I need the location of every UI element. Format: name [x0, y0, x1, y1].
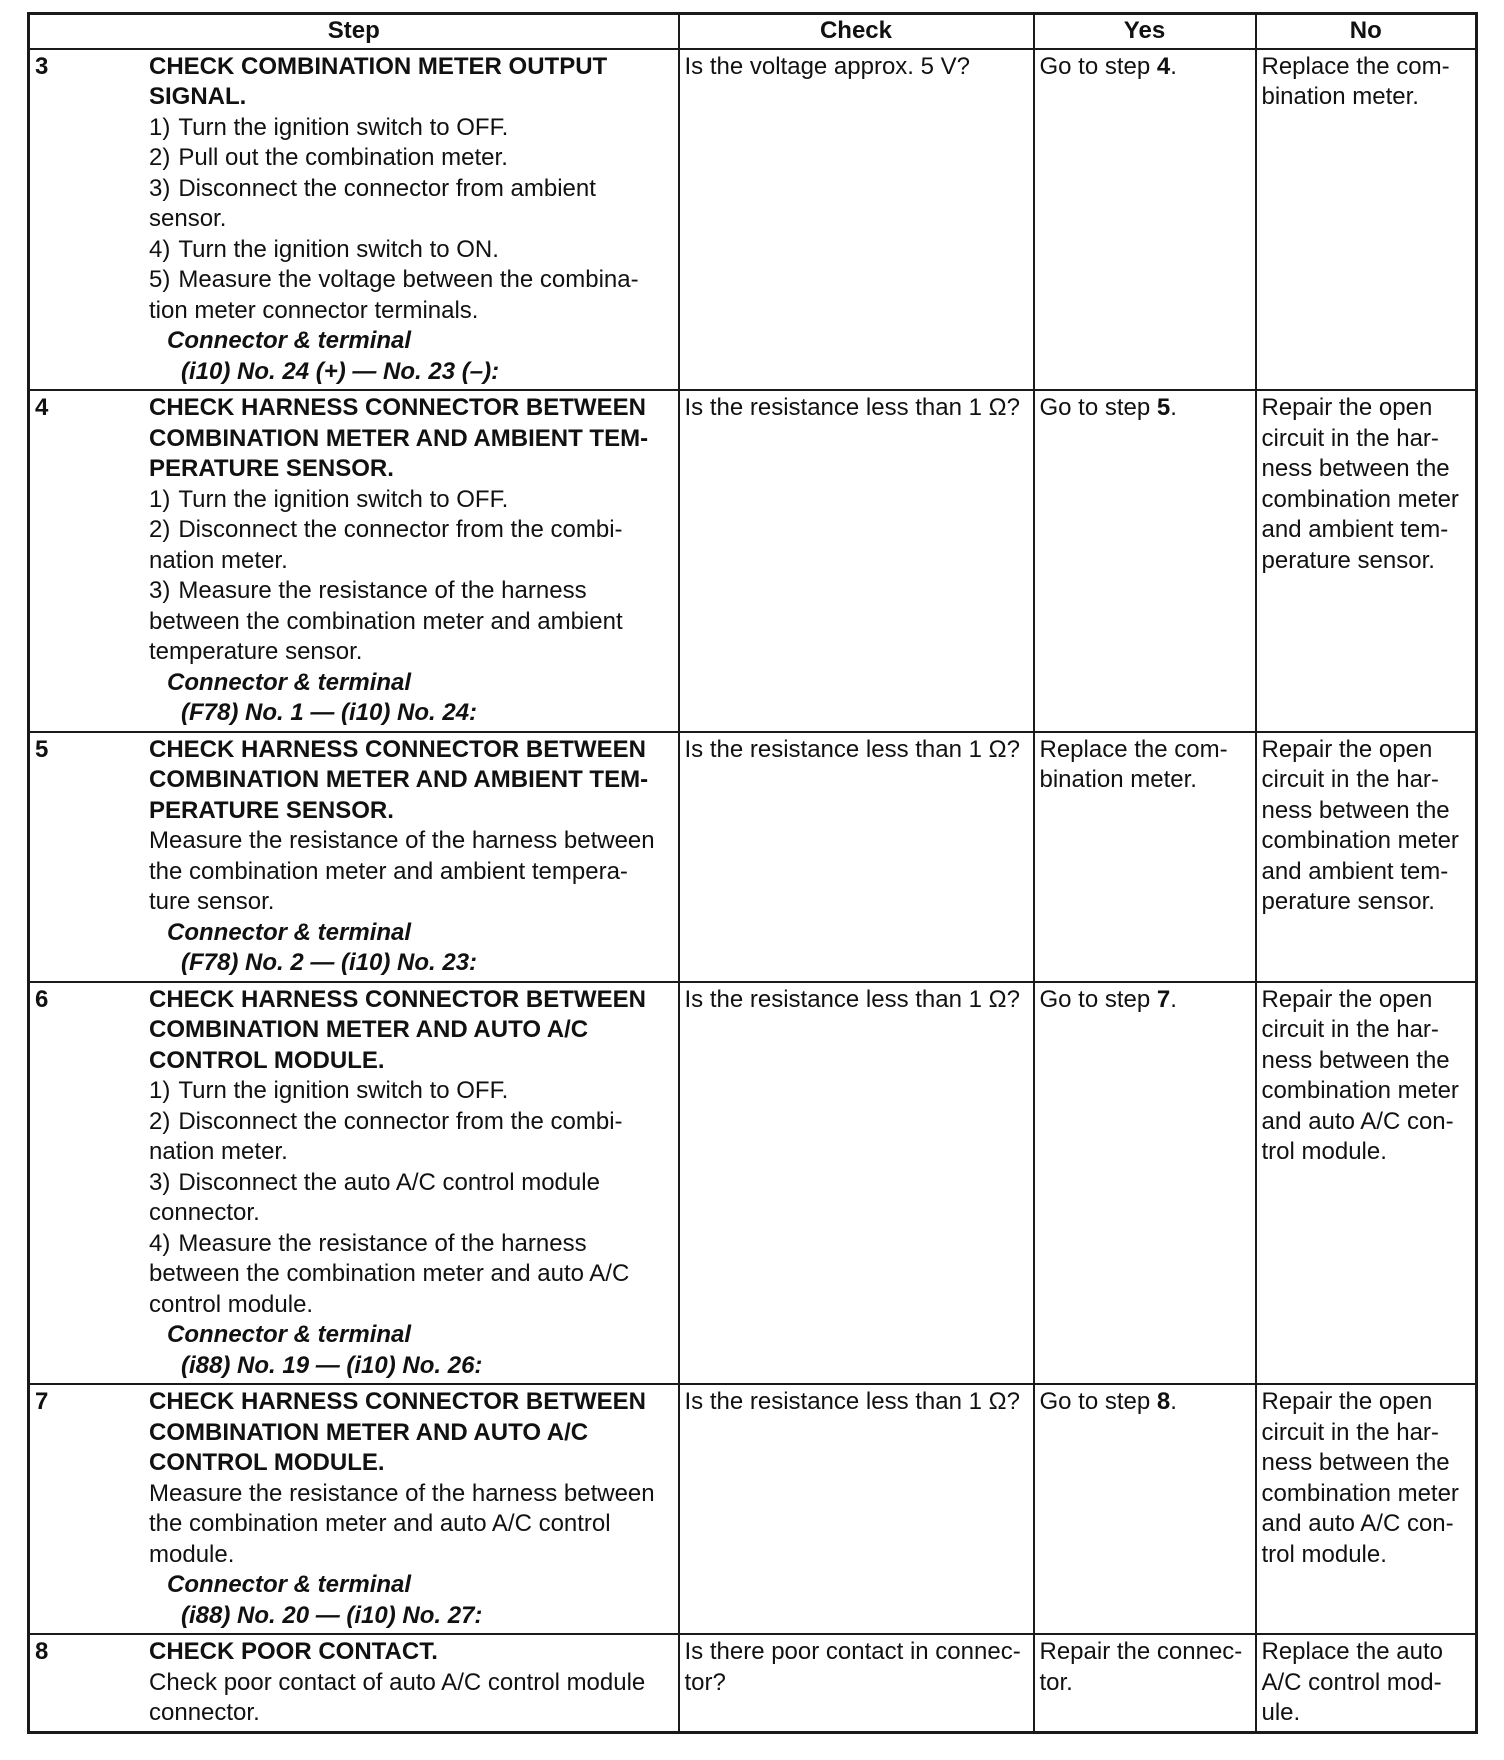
connector-label: Connector & terminal — [167, 668, 412, 696]
step-title: CHECK POOR CONTACT. — [149, 1638, 438, 1665]
yes-cell — [1034, 1634, 1256, 1732]
step-body — [149, 985, 669, 1382]
procedure-text: Turn the ignition switch to OFF. — [178, 485, 509, 513]
yes-text: Go to step — [1039, 52, 1157, 80]
procedure-item — [149, 174, 669, 235]
no-cell: Replace the auto A/C control mod-ule. — [1256, 1634, 1477, 1732]
procedure-text: Turn the ignition switch to ON. — [178, 235, 499, 263]
procedure-index: 2) — [149, 516, 171, 543]
procedure-item — [149, 1229, 669, 1321]
no-cell: Repair the open circuit in the har-ness between the combination meter and auto A/C con-trol module. — [1256, 982, 1477, 1385]
yes-text: Go to step — [1039, 1388, 1157, 1415]
procedure-item — [149, 265, 669, 326]
yes-text: Go to step — [1039, 394, 1157, 421]
header-row — [29, 14, 1477, 49]
check-cell: Is the resistance less than 1 Ω? — [679, 732, 1034, 982]
procedure-item — [149, 235, 669, 266]
step-title: CHECK COMBINATION METER OUTPUT SIGNAL. — [149, 52, 608, 110]
procedure-index: 3) — [149, 1168, 171, 1196]
check-cell: Is the resistance less than 1 Ω? — [679, 390, 1034, 732]
step-number: 7 — [35, 1388, 49, 1415]
step-description: Check poor contact of auto A/C control module connector. — [149, 1668, 646, 1726]
no-cell: Replace the com-bination meter. — [1256, 49, 1477, 391]
procedure-text: Turn the ignition switch to OFF. — [178, 113, 509, 141]
check-cell: Is the voltage approx. 5 V? — [679, 49, 1034, 391]
yes-text: Go to step — [1039, 985, 1157, 1013]
procedure-index: 1) — [149, 485, 171, 513]
procedure-item — [149, 143, 669, 174]
connector-label: Connector & terminal — [167, 1571, 412, 1598]
procedure-item — [149, 576, 669, 668]
no-cell: Repair the open circuit in the har-ness between the combination meter and ambient tem-perature sensor. — [1256, 732, 1477, 982]
procedure-text: Measure the voltage between the combina-tion meter connector terminals. — [149, 266, 639, 324]
connector-label: Connector & terminal — [167, 327, 412, 354]
procedure-item — [149, 1168, 669, 1229]
procedure-index: 3) — [149, 577, 171, 604]
header-step: Step — [29, 14, 679, 49]
procedure-index: 5) — [149, 266, 171, 293]
yes-text: Replace the com-bination meter. — [1039, 735, 1228, 793]
check-cell: Is the resistance less than 1 Ω? — [679, 982, 1034, 1385]
step-description: Measure the resistance of the harness between the combination meter and auto A/C control module. — [149, 1479, 655, 1568]
connector-label: Connector & terminal — [167, 1321, 412, 1348]
procedure-item — [149, 485, 669, 516]
yes-cell: Go to step 5. — [1034, 390, 1256, 732]
procedure-item — [149, 113, 669, 144]
procedure-index: 2) — [149, 144, 171, 171]
header-no: No — [1256, 14, 1477, 49]
step-number: 6 — [35, 985, 49, 1013]
step-cell — [29, 982, 679, 1385]
check-cell: Is the resistance less than 1 Ω? — [679, 1384, 1034, 1634]
step-cell — [29, 1634, 679, 1732]
yes-text: Repair the connec-tor. — [1039, 1638, 1243, 1696]
no-cell: Repair the open circuit in the har-ness between the combination meter and ambient tem-perature sensor. — [1256, 390, 1477, 732]
step-description: Measure the resistance of the harness between the combination meter and ambient tempera-ture sensor. — [149, 827, 655, 915]
step-body — [149, 393, 669, 729]
yes-step-number: 5 — [1156, 394, 1171, 421]
step-title: CHECK HARNESS CONNECTOR BETWEEN COMBINATION METER AND AMBIENT TEM-PERATURE SENSOR. — [149, 394, 649, 482]
step-body — [149, 1387, 669, 1631]
procedure-item — [149, 515, 669, 576]
procedure-text: Disconnect the connector from ambient sensor. — [149, 174, 596, 232]
procedure-text: Disconnect the connector from the combi-nation meter. — [149, 516, 623, 574]
procedure-index: 3) — [149, 174, 171, 202]
procedure-item — [149, 1076, 669, 1107]
step-number: 3 — [35, 52, 49, 80]
procedure-item — [149, 1107, 669, 1168]
step-cell — [29, 732, 679, 982]
connector-value: (F78) No. 1 — (i10) No. 24: — [181, 699, 478, 726]
step-body — [149, 52, 669, 388]
procedure-index: 4) — [149, 1229, 171, 1257]
yes-cell: Go to step 7. — [1034, 982, 1256, 1385]
procedure-text: Measure the resistance of the harness between the combination meter and auto A/C control module. — [149, 1229, 630, 1318]
procedure-text: Pull out the combination meter. — [178, 144, 508, 171]
connector-value: (i88) No. 19 — (i10) No. 26: — [181, 1351, 483, 1379]
connector-label: Connector & terminal — [167, 918, 412, 946]
step-title: CHECK HARNESS CONNECTOR BETWEEN COMBINATION METER AND AUTO A/C CONTROL MODULE. — [149, 985, 646, 1074]
table-row — [29, 1384, 1477, 1634]
step-cell — [29, 49, 679, 391]
table-row — [29, 49, 1477, 391]
step-title: CHECK HARNESS CONNECTOR BETWEEN COMBINATION METER AND AUTO A/C CONTROL MODULE. — [149, 1388, 646, 1476]
table-body — [29, 49, 1477, 1733]
check-cell: Is there poor contact in connec-tor? — [679, 1634, 1034, 1732]
yes-step-number: 7 — [1156, 985, 1171, 1013]
step-body — [149, 1637, 669, 1729]
procedure-text: Disconnect the connector from the combi-nation meter. — [149, 1107, 623, 1165]
yes-step-number: 8 — [1156, 1388, 1171, 1415]
procedure-index: 1) — [149, 1077, 171, 1104]
step-number: 5 — [35, 735, 49, 763]
procedure-index: 2) — [149, 1107, 171, 1135]
step-cell — [29, 390, 679, 732]
table-row — [29, 390, 1477, 732]
table-row — [29, 982, 1477, 1385]
yes-cell — [1034, 732, 1256, 982]
step-number: 4 — [35, 394, 49, 421]
procedure-index: 1) — [149, 113, 171, 141]
diagnostic-table — [27, 12, 1478, 1734]
no-cell: Repair the open circuit in the har-ness between the combination meter and auto A/C con-trol module. — [1256, 1384, 1477, 1634]
header-yes: Yes — [1034, 14, 1256, 49]
step-title: CHECK HARNESS CONNECTOR BETWEEN COMBINATION METER AND AMBIENT TEM-PERATURE SENSOR. — [149, 735, 649, 824]
connector-value: (i88) No. 20 — (i10) No. 27: — [181, 1601, 483, 1629]
yes-cell: Go to step 8. — [1034, 1384, 1256, 1634]
yes-step-number: 4 — [1156, 52, 1171, 80]
step-body — [149, 735, 669, 979]
connector-value: (i10) No. 24 (+) — No. 23 (–): — [181, 357, 500, 385]
procedure-text: Disconnect the auto A/C control module connector. — [149, 1168, 600, 1226]
procedure-text: Turn the ignition switch to OFF. — [178, 1077, 509, 1104]
table-row — [29, 732, 1477, 982]
connector-value: (F78) No. 2 — (i10) No. 23: — [181, 949, 478, 976]
step-number: 8 — [35, 1638, 49, 1665]
yes-cell: Go to step 4. — [1034, 49, 1256, 391]
table-row — [29, 1634, 1477, 1732]
step-cell — [29, 1384, 679, 1634]
procedure-index: 4) — [149, 235, 171, 263]
procedure-text: Measure the resistance of the harness between the combination meter and ambient temperature sensor. — [149, 577, 623, 665]
header-check: Check — [679, 14, 1034, 49]
